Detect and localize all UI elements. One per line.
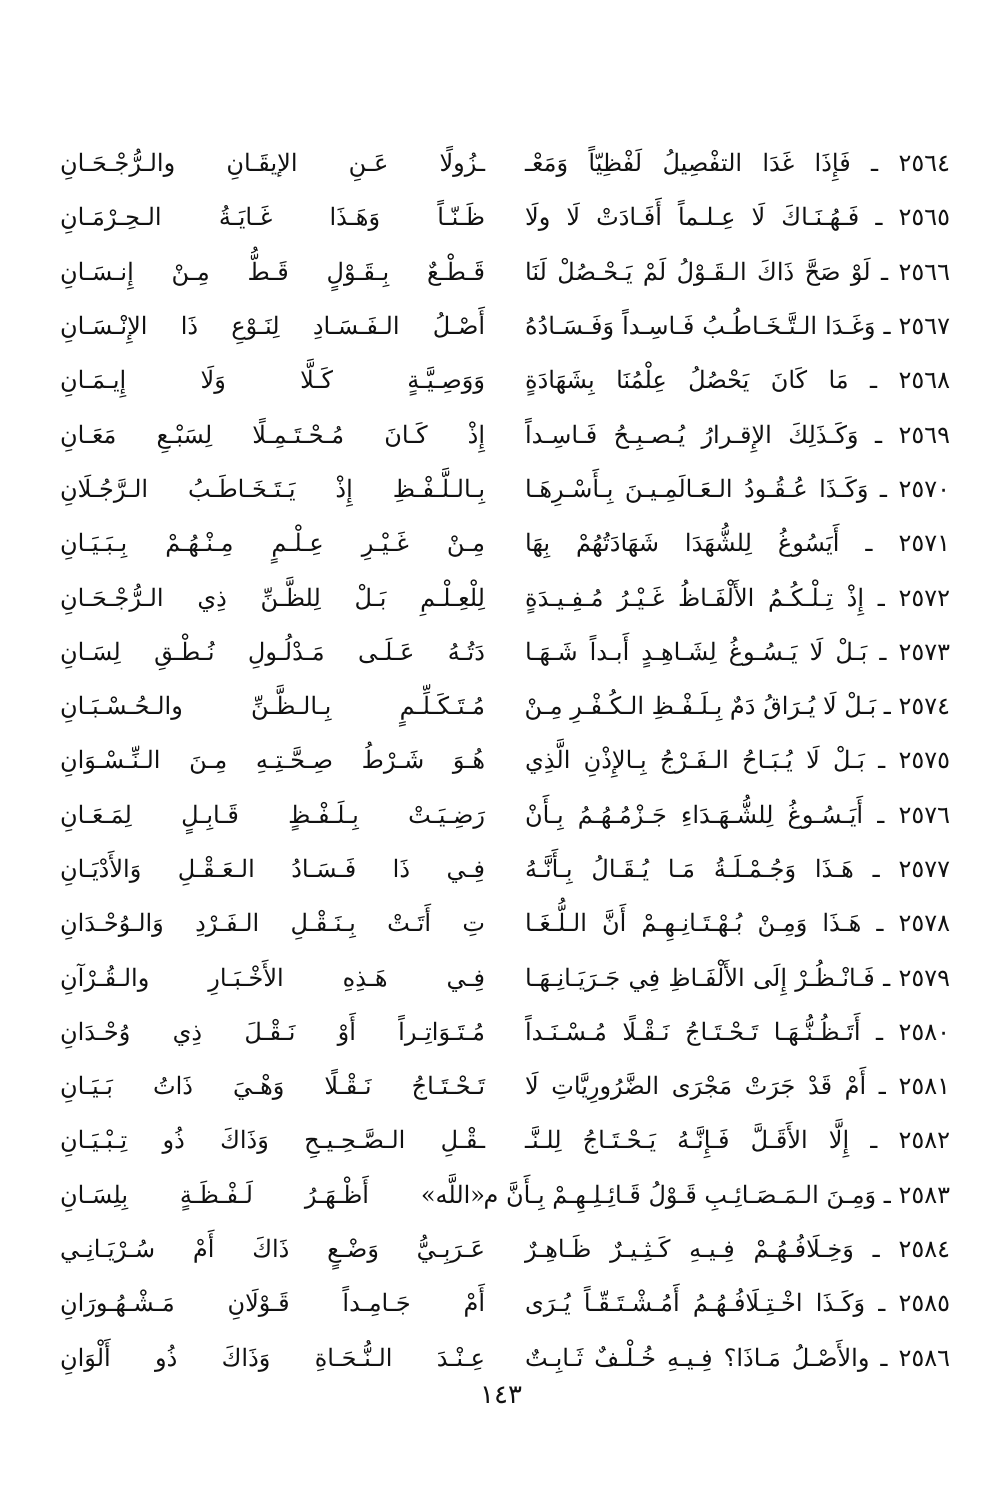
verse-line	[60, 136, 950, 190]
verse-second-hemistich: ـزُولًا عَـنِ الإيقَـانِ والـرُّجْـحَـانِ	[60, 149, 485, 178]
verse-line	[60, 1222, 950, 1276]
page-number: ١٤٣	[480, 1380, 522, 1410]
verse-second-hemistich: فِـي هَـذِهِ الأَخْـبَـارِ والـقُـرْآنِ	[60, 963, 485, 992]
verse-first-hemistich: ٢٥٧٠ ـ وَكَـذَا عُـقُـودُ الـعَـالَمِـيـنَ بِـأَسْـرِهَـا	[525, 474, 950, 503]
verse-first-hemistich: ٢٥٨٠ ـ أَتَـظُـنُّـهَـا تَـحْـتَـاجُ نَـقْـلًا مُـسْـنَـداً	[525, 1017, 950, 1046]
verse-first-hemistich: ٢٥٧٥ ـ بَـلْ لَا يُـبَـاحُ الـفَـرْجُ بِـالإِذْنِ الَّذِي	[525, 746, 950, 775]
verse-first-hemistich: ٢٥٦٦ ـ لَوْ صَحَّ ذَاكَ الـقَـوْلُ لَمْ يَـحْـصُلْ لَنَا	[525, 257, 950, 286]
verse-first-hemistich: ٢٥٧٤ ـ بَـلْ لَا يُـرَاقُ دَمٌ بِـلَـفْـظِ الـكُـفْـرِ مِـنْ	[524, 692, 950, 721]
verse-line	[60, 570, 950, 624]
verse-first-hemistich: ٢٥٧١ ـ أَيَسُوغُ لِلشُّهَدَا شَهَادَتُهُمْ بِهَا	[525, 529, 950, 558]
verse-first-hemistich: ٢٥٨٢ ـ إِلَّا الأَقَـلَّ فَـإِنَّـهُ يَـحْـتَـاجُ لِلـنَّـ	[525, 1126, 950, 1155]
verse-first-hemistich: ٢٥٨٣ ـ وَمِـنَ الـمَـصَـائِـبِ قَـوْلُ قَـائِـلِـهِـمْ بِـأَنَّ م	[483, 1180, 950, 1209]
verse-second-hemistich: تِ أَتَـتْ بِـنَـقْـلِ الـفَـرْدِ وَالـوُحْـدَانِ	[60, 909, 485, 938]
verse-line	[60, 842, 950, 896]
verse-second-hemistich: قَـطْـعٌ بِـقَـوْلٍ قَـطُّ مِـنْ إِنـسَـانِ	[60, 257, 485, 286]
verse-second-hemistich: «اللَّه» أَظْـهَـرُ لَـفْـظَـةٍ بِلِسَـانِ	[60, 1180, 485, 1209]
verse-first-hemistich: ٢٥٨٤ ـ وَخِـلَافُـهُـمْ فِـيـهِ كَـثِـيـرٌ ظَـاهِـرٌ	[525, 1235, 950, 1264]
verse-line	[60, 950, 950, 1004]
verse-line	[60, 1005, 950, 1059]
verse-line	[60, 1168, 950, 1222]
verse-line	[60, 462, 950, 516]
verse-second-hemistich: تَـحْـتَـاجُ نَـقْـلًا وَهْـيَ ذَاتُ بَـيَـانِ	[60, 1072, 485, 1101]
verse-second-hemistich: رَضِـيَـتْ بِـلَـفْـظٍ قَـابِـلٍ لِمَـعَـانِ	[60, 800, 485, 829]
verse-second-hemistich: مُـتَـوَاتِـراً أَوْ نَـقْـلَ ذِي وُحْـدَانِ	[60, 1017, 485, 1046]
verse-line	[60, 896, 950, 950]
verse-line	[60, 1331, 950, 1385]
verse-second-hemistich: أَصْـلُ الـفَـسَـادِ لِنَـوْعِ ذَا الإِنْـسَـانِ	[60, 312, 485, 341]
verse-second-hemistich: ظَـنّـاً وَهَـذَا غَـايَـةُ الـحِـرْمَـانِ	[60, 203, 485, 232]
verse-first-hemistich: ٢٥٦٨ ـ مَا كَانَ يَحْصُلُ عِلْمُنَا بِشَهَادَةٍ	[525, 366, 950, 395]
verse-line	[60, 1276, 950, 1330]
verse-second-hemistich: مِـنْ غَـيْـرِ عِـلْـمٍ مِـنْـهُـمْ بِـبَـيَـانِ	[60, 529, 485, 558]
verse-second-hemistich: عَـرَبِـيُّ وَضْـعٍ ذَاكَ أَمْ سُـرْيَـانِـي	[60, 1235, 485, 1264]
verse-first-hemistich: ٢٥٧٦ ـ أَيَـسُـوغُ لِلشُّـهَـدَاءِ جَـزْمُـهُـمُ بِـأَنْ	[525, 800, 950, 829]
verse-first-hemistich: ٢٥٨٥ ـ وَكَـذَا اخْـتِـلَافُـهُـمُ أَمُـشْـتَـقّـاً يُـرَى	[525, 1289, 950, 1318]
verse-second-hemistich: هُـوَ شَـرْطُ صِـحَّـتِـهِ مِـنَ الـنِّـسْـوَانِ	[60, 746, 485, 775]
verse-line	[60, 733, 950, 787]
verse-line	[60, 190, 950, 244]
verse-first-hemistich: ٢٥٧٧ ـ هَـذَا وَجُـمْـلَـةُ مَـا يُـقَـالُ بِـأَنَّـهُ	[525, 855, 950, 883]
verse-first-hemistich: ٢٥٧٣ ـ بَـلْ لَا يَـسُـوغُ لِشَـاهِـدٍ أَبـداً شَـهَـا	[525, 637, 950, 666]
verse-line	[60, 299, 950, 353]
verse-second-hemistich: مُـتَـكَـلِّـمٍ بِـالـظَّـنِّ والـحُـسْـبَـانِ	[60, 692, 485, 721]
verse-second-hemistich: فِـي ذَا فَـسَـادُ الـعَـقْـلِ وَالأَدْيَـانِ	[60, 855, 485, 883]
verse-line	[60, 407, 950, 461]
verse-first-hemistich: ٢٥٨١ ـ أَمْ قَدْ جَرَتْ مَجْرَى الضَّرُورِيَّاتِ لَا	[525, 1072, 950, 1101]
verse-second-hemistich: إِذْ كَـانَ مُـحْـتَـمِـلًا لِسَبْـعِ مَعَـانِ	[60, 420, 485, 449]
verse-first-hemistich: ٢٥٧٢ ـ إِذْ تِـلْـكُـمُ الأَلْفَـاظُ غَـيْـرُ مُـفِـيـدَةٍ	[525, 583, 950, 612]
verse-second-hemistich: أَمْ جَـامِـداً قَـوْلَانِ مَـشْـهُـورَانِ	[60, 1289, 485, 1318]
verse-second-hemistich: عِـنْـدَ الـنُّـحَـاةِ وَذَاكَ ذُو أَلْوَانِ	[60, 1343, 485, 1372]
verse-line	[60, 1059, 950, 1113]
verse-line	[60, 679, 950, 733]
verse-line	[60, 788, 950, 842]
verse-first-hemistich: ٢٥٦٥ ـ فَـهُـنَـاكَ لَا عِـلـماً أَفَـادَتْ لَا ولَا	[525, 203, 950, 232]
verse-line	[60, 1113, 950, 1167]
poem-verses	[60, 136, 950, 1385]
verse-line	[60, 625, 950, 679]
verse-first-hemistich: ٢٥٧٨ ـ هَـذَا وَمِـنْ بُـهْـتَـانِـهِـمْ أَنَّ الـلُّـغَـا	[525, 909, 950, 938]
verse-second-hemistich: دَتُـهُ عَـلَـى مَـدْلُـولِ نُـطْـقِ لِسَـانِ	[60, 637, 485, 666]
verse-first-hemistich: ٢٥٧٩ ـ فَـانْـظُـرْ إِلَى الأَلْفَـاظِ فِي جَـرَيَـانِـهَـا	[525, 963, 950, 992]
verse-line	[60, 245, 950, 299]
verse-first-hemistich: ٢٥٨٦ ـ والأَصْـلُ مَـاذَا؟ فِـيـهِ خُـلْـفٌ ثَـابِـتٌ	[525, 1343, 950, 1372]
verse-line	[60, 516, 950, 570]
verse-second-hemistich: ـقْـلِ الـصَّـحِـيـحِ وَذَاكَ ذُو تِـبْـيَـانِ	[60, 1126, 485, 1155]
verse-first-hemistich: ٢٥٦٧ ـ وَغَـدَا الـتَّـخَـاطُـبُ فَـاسِـداً وَفَـسَـادُهُ	[525, 312, 950, 341]
verse-second-hemistich: وَوَصِـيَّـةٍ كَـلَّا وَلَا إِيـمَـانِ	[60, 366, 485, 395]
verse-first-hemistich: ٢٥٦٩ ـ وَكَـذَلِكَ الإِقـرارُ يُـصـبِـحُ فَـاسِـداً	[525, 420, 950, 449]
verse-line	[60, 353, 950, 407]
verse-first-hemistich: ٢٥٦٤ ـ فَإِذَا غَدَا التفْصِيلُ لَفْظِيّاً وَمَعْـ	[525, 149, 950, 178]
verse-second-hemistich: بِـالـلَّـفْـظِ إِذْ يَـتَـخَـاطَـبُ الـرَّجُـلَانِ	[60, 474, 485, 503]
verse-second-hemistich: لِلْعِـلْـمِ بَـلْ لِلظَّـنِّ ذِي الـرُّجْـحَـانِ	[60, 583, 485, 612]
